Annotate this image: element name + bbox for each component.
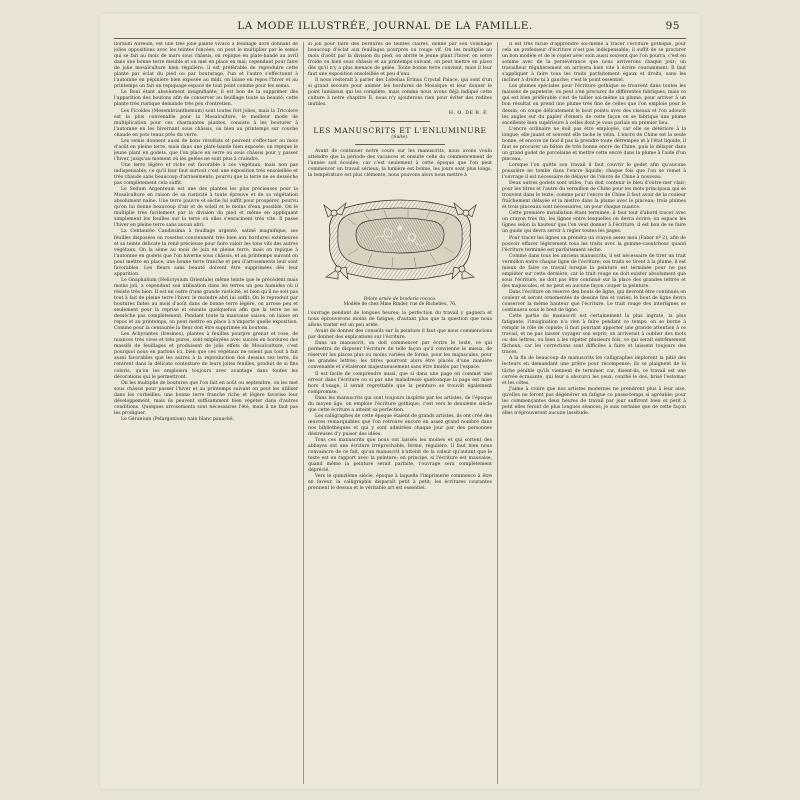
paragraph: l'ouvrage pendant de longues heures; la perfection du travail y gagnera et nous éprouverons moins de fatigue; d'autant plus que la question que nous allons traiter est un peu aride. — [308, 311, 492, 329]
header-rule — [114, 38, 686, 39]
section-title: LES MANUSCRITS ET L'ENLUMINURE — [313, 125, 487, 135]
paragraph: Les semis donnent aussi de bons résultats et peuvent s'effectuer au mois d'août en pleine terre, mais dans une plate-bande bien exposée; on repique le jeune plant en godets, que l'on place en serre ou sous châssis pour y passer l'hiver, jusqu'au moment où les gelées ne sont plus à craindre. — [114, 138, 298, 162]
paragraph: Dans l'écriture on réserve des bouts de ligne, qui devront être continués en couleur et seront ornementés de dessins fins et variés; le bout de ligne devra conserver la même hauteur que l'écriture. Le trait rouge des interlignes se continuera sous le bout de ligne. — [502, 289, 686, 314]
paragraph: Le Sedum Argenteum est une des plantes les plus précieuses pour la Mosaïculture en raison de sa rusticité à toute épreuve et de sa végétation absolument naine. Une terre pauvre et sèche lui suffit pour prospérer, pourvu qu'on lui donne beaucoup d'air et de soleil et le moins d'eau possible. On le multiplie très facilement par la division du pied et même en appliquant simplement les feuilles sur la terre où elles s'enracinent très vite. Il passe l'hiver en pleine terre sans aucun abri. — [114, 187, 298, 229]
column-3 — [502, 42, 686, 784]
paragraph: Le Gnaphalium (Helicrysium Orientale) même teinte que le précédent mais moins joli, a cependant son utilisation dans les terres un peu humides où il résiste très bien. Il est en outre d'une grande rusticité, et bien qu'il ne soit pas tout à fait de pleine terre l'hiver, le moindre abri lui suffit. On le reproduit par boutures faites au mois d'août dans de bonne terre légère, on arrose peu et seulement pour la reprise et ensuite quelquefois afin que la terre ne se dessèche pas complètement. Pendant toute la mauvaise saison, on laisse en repos et au printemps, on peut mettre en place à n'importe quelle exposition. Comme pour la centaurée la fleur doit être supprimée en boutons. — [114, 277, 298, 332]
column-1 — [114, 42, 298, 784]
column-divider — [497, 42, 498, 784]
figure-credit: Modèle de chez Mme Rinder, rue de Richelieu, 76. — [343, 302, 457, 308]
paragraph: Les Ficoïdes (Mesembrianthemum) sont toutes fort jolies, mais la Tricolore est la plus convenable pour la Mosaïculture, le meilleur mode de multiplication pour ces charmantes plantes, consiste à les bouturer à l'automne en les hivernant sous châssis, ou bien au printemps sur couche chaude en pots tenus près du verre. — [114, 108, 298, 138]
paragraph: Une terre légère et riche est favorable à ces végétaux, mais non pas indispensable, ce qu'il leur faut surtout c'est une exposition très ensoleillée et très chaude sans beaucoup d'arrosements; pourvu que la terre ne se dessèche pas complètement cela suffit. — [114, 162, 298, 187]
paragraph: Les plumes spéciales pour l'écriture gothique se trouvent dans toutes les maisons de papeterie; on peut s'en procurer de différentes fabriques, mais ce qui est bien préférable c'est de tailler soi-même sa plume; pour arriver à un bon résultat on prend une plume très fine de celles que l'on emploie pour le dessin; on coupe délicatement le bout pointu avec des ciseaux et l'on adoucit les angles sur du papier d'émeri; de cette façon on se fabrique une plume excellente bien supérieure à celles dont je vous parlais en premier lieu. — [502, 84, 686, 126]
paragraph: si joli pour faire des bordures de teintes claires, donne par son voisinage beaucoup d'éclat aux feuillages pourpres ou rouge vif. On les multiplie au mois d'août par la division du pied, on abrite le jeune plant l'hiver, en serre froide ou bien sous châssis et au printemps suivant, on peut mettre en place dès qu'il n'y a plus menace de gelée. Toute bonne terre convient, mais il leur faut une exposition ensoleillée et peu d'eau. — [308, 42, 492, 78]
newspaper-page — [100, 14, 700, 789]
paragraph: floraum Aureum, est une très jolie plante vivace à feuillage doré donnant de jolies oppositions avec les teintes foncées, on peut le multiplier par le semis qui se fait au mois de mars sous châssis, on repique en plate-bande au avril dans une bonne terre meuble et on met en place en mai; cependant pour faire de jolie mosaïculture bien régulière, il est préférable de reproduire cette plante par éclat du pied ou par bouturage, l'un et l'autre s'effectuent à l'automne en pépinière bien exposée au midi, on laisse en repos l'hiver et au printemps on fait un repiquage espacé de tout point comme pour les semis. — [114, 42, 298, 90]
section-subtitle: (Suite). — [391, 134, 409, 140]
journal-title: LA MODE ILLUSTRÉE, JOURNAL DE LA FAMILLE. — [237, 20, 533, 32]
paragraph: Avant de donner des conseils sur la peinture il faut que nous commencions par donner des explications sur l'écriture. — [308, 329, 492, 341]
column-2 — [308, 42, 492, 784]
paragraph: La Centaurée Candissima à feuillage argenté, satiné magnifique, ses feuilles disposées en rosettes conviennent très bien aux bordures extérieures et sa teinte délicate la rend précieuse pour faire valoir les tons vifs des autres végétaux. On la sème au mois de juin en pleine terre, mais on repique à l'automne en godets que l'on hiverne sous châssis, et au printemps suivant on peut mettre en place; une bonne terre franche et peu d'arrosements leur sont favorables. Les fleurs sans beauté doivent être supprimées dès leur apparition. — [114, 229, 298, 277]
paragraph: J'aime à croire que nos artistes modernes ne prendront plus à leur aise, qu'elles ne feront pas dégénérer en fatigue ce passe-temps si agréable; pour les commençantes deux heures de travail par jour suffiront bien et petit à petit elles feront de plus longues séances; je suis certaine que de cette façon elles n'éprouveront aucune lassitude. — [502, 386, 686, 416]
pincushion-illustration — [308, 183, 492, 295]
page-header — [120, 20, 680, 36]
paragraph: Dans les manuscrits qui sont toujours inspirés par les artistes, de l'époque du moyen âge, on emploie l'écriture gothique; c'est vers le deuxième siècle que cette écriture a atteint sa perfection. — [308, 395, 492, 413]
paragraph: Tous ces manuscrits que nous ont laissés les moines et qui sortent des abbayes ont une écriture irréprochable, ferme, régulière. Il faut bien nous convaincre de ce fait, qu'un manuscrit n'atteint de la valeur qu'autant que le texte est en rapport avec la peinture; en principe, si l'écriture est mauvaise, quand même la peinture serait parfaite, l'ouvrage sera complètement déprécié. — [308, 438, 492, 474]
paragraph: L'encre ordinaire ne doit pas être employée, car elle se détériore à la longue; elle jaunit et souvent elle tache le vélin. L'encre de Chine est la seule bonne, et encore ne faut-il pas la prendre toute détrempée et à l'état liquide, il faut se procurer un bâton de très bonne encre de Chine, puis le délayer dans un grand godet de porcelaine et mettre cette encre dans la plume à l'aide d'un pinceau. — [502, 126, 686, 162]
paragraph: Vers le quinzième siècle, époque à laquelle l'imprimerie commence à être en faveur, la calligraphie disparaît petit à petit; les écritures courantes prennent le dessus et le véritable art est essentiel. — [308, 474, 492, 492]
paragraph: On les multiplie de boutures que l'on fait en août ou septembre, on les met sous châssis pour passer l'hiver et au printemps suivant on peut les utiliser dans les corbeilles; une bonne terre franche riche et légère favorise leur développement, mais ils peuvent suffisamment bien végéter dans d'autres conditions. Quelques arrosements sont nécessaires l'été, mais il ne faut pas les prodiguer. — [114, 380, 298, 416]
column-divider — [303, 42, 304, 784]
paragraph: A la fin de beaucoup de manuscrits les calligraphes implorent la pitié des lecteurs en demandant une prière pour récompense; ils se plaignent de la tâche pénible qu'ils viennent de terminer, car, disent-ils, ce travail est une corvée écrasante, qui leur a obscurci les yeux, courbé le dos, brisé l'estomac et les côtes. — [502, 356, 686, 386]
figure-caption: Pelote ornée de broderie rococo. — [363, 296, 437, 302]
section-separator — [355, 144, 445, 145]
paragraph: Les calligraphes de cette époque étaient de grands artistes, ils ont créé des œuvres remarquables que l'on retrouve encore en assez grand nombre dans nos bibliothèques et qui y sont admirées chaque jour par des personnes désireuses d'y puiser des idées. — [308, 413, 492, 437]
paragraph: Il est facile de comprendre aussi, que si dans une page on commet une erreur dans l'écriture ou si par une maladresse quelconque la page est mise hors d'usage, il serait regrettable que la peinture se trouvât également compromise. — [308, 371, 492, 395]
paragraph: Le Bouï étant absolument insignifiante, il est bon de la supprimer dès l'apparition des boutons afin de conserver au feuillage toute sa beauté; cette plante très rustique demande très peu d'entretien. — [114, 90, 298, 108]
section-separator — [370, 121, 430, 122]
paragraph: Avant de continuer notre cours sur les manuscrits, nous avons voulu attendre que la période des vacances et ensuite celle du commencement de l'année soit écoulée; car c'est seulement à cette époque que l'on peut commencer un travail sérieux; la lumière est bonne, les jours sont plus longs, la température est plus clémente, nous pouvons alors nous mettre à — [308, 148, 492, 178]
paragraph: Il est très facile d'apprendre soi-même à tracer l'écriture gothique, pour cela un professeur d'écriture n'est pas indispensable; il suffit de se procurer un bon modèle et de le copier avec soin aussi souvent que l'on pourra, c'est en somme avec de la persévérance que nous arriverons chaque jour; un travailleur régulièrement en arrivera bien vite à écrire couramment. Il faut s'appliquer à faire tous les traits parfaitement égaux et droits, sans les incliner à droite ni à gauche; c'est le point essentiel. — [502, 42, 686, 84]
author-signature: H. O. DE B. F. — [448, 110, 488, 116]
paragraph: Lorsque l'on quitte son travail il faut couvrir le godet afin qu'aucune poussière ne tombe dans l'encre liquide; chaque fois que l'on se remet à l'ouvrage il est nécessaire de délayer de l'encre de Chine à nouveau. — [502, 162, 686, 181]
pincushion-engraving — [308, 183, 492, 295]
paragraph: Il nous resterait à parler des Lobelias Erinus Crystal Palace, qui sont d'un si grand secours pour animer les bordures de Mosaïque et leur donner le point lumineux qui les complète, mais comme nous avons déjà indiqué cette culture à notre chapitre II, nous n'y ajouterons rien pour éviter des redites inutiles. — [308, 78, 492, 108]
paragraph: Pour tracer les lignes on prendra un crayon assez mou (Faber nº 2), afin de pouvoir effacer légèrement tous les traits avec la gomme-caoutchouc quand l'écriture terminée est parfaitement sèche. — [502, 235, 686, 253]
paragraph: Comme dans tous les anciens manuscrits, il est nécessaire de tirer un trait vermillon entre chaque ligne de l'écriture; ces traits se tirent à la plume, il est mieux de faire ce travail lorsque la peinture est terminée pour ne pas empiéter sur cette dernière, car le trait rouge ne doit exister absolument que sous l'écriture, ne doit pas être continué sur la place des grandes lettres et des majuscules, et ne peut en aucune façon couper la peinture. — [502, 253, 686, 289]
page-number: 95 — [665, 20, 680, 32]
paragraph: Le Géranium (Pelargonium) nain blanc panaché, — [121, 416, 235, 422]
paragraph: Les Achyrantes (Iresines), plantes à feuilles pourpre grenat et rose, de nuances très vives et très pures, sont employées avec succès en bordures des massifs de feuillages et produisent de jolis effets de Mosaïculture, c'est pourquoi nous en parlons ici, bien que ces végétaux ne soient pas tout à fait aussi favorables que les autres à la reproduction des dessins rez terre, ils rentrent dans la délicate contexture de leurs jolies feuilles, produit de si fins coloris, qu'on les emploiera toujours avec avantage dans toutes les décorations qui le permettront. — [114, 332, 298, 380]
paragraph: Dans un manuscrit, on doit commencer par écrire le texte, ce qui permettra de disposer l'écriture de telle façon qu'il convienne le mieux, de réserver les places plus ou moins variées de forme, pour les majuscules, pour les grandes lettres; les titres pourront alors être placés d'une manière convenable et s'étaleront majestueusement sans être limités par l'espace. — [308, 341, 492, 371]
paragraph: Cette première installation étant terminée; il faut tout d'abord tracer avec un crayon très fin, les lignes entre lesquelles on devra écrire; on espace les lignes selon la hauteur que l'on veut donner à l'écriture, il est bon de se faire un guide qui devra servir à régler toutes les pages. — [502, 211, 686, 235]
paragraph: Cette partie du manuscrit est certainement la plus ingrate, la plus fatigante; l'imagination n'a rien à faire pendant ce temps; on se borne à remplir le rôle de copiste; il faut pourtant apporter une grande attention à ce travail, et ne pas laisser voyager son esprit; on arriverait à oublier des mots ou des lettres, ou bien à les répéter plusieurs fois, ce qui serait extrêmement fâcheux, car les corrections sont difficiles à faire et laissent toujours des traces. — [502, 314, 686, 356]
paragraph: Deux autres godets sont utiles; l'un doit contenir le bleu d'outre-mer clair; pour les titres et l'autre du vermillon de Chine pour les mots principaux qui se trouvent dans le texte; comme pour l'encre de Chine il faut avoir de la couleur fraîchement délayée et la mettre dans la plume avec le pinceau; trois plumes et trois pinceaux sont nécessaires, un pour chaque nuance. — [502, 181, 686, 211]
